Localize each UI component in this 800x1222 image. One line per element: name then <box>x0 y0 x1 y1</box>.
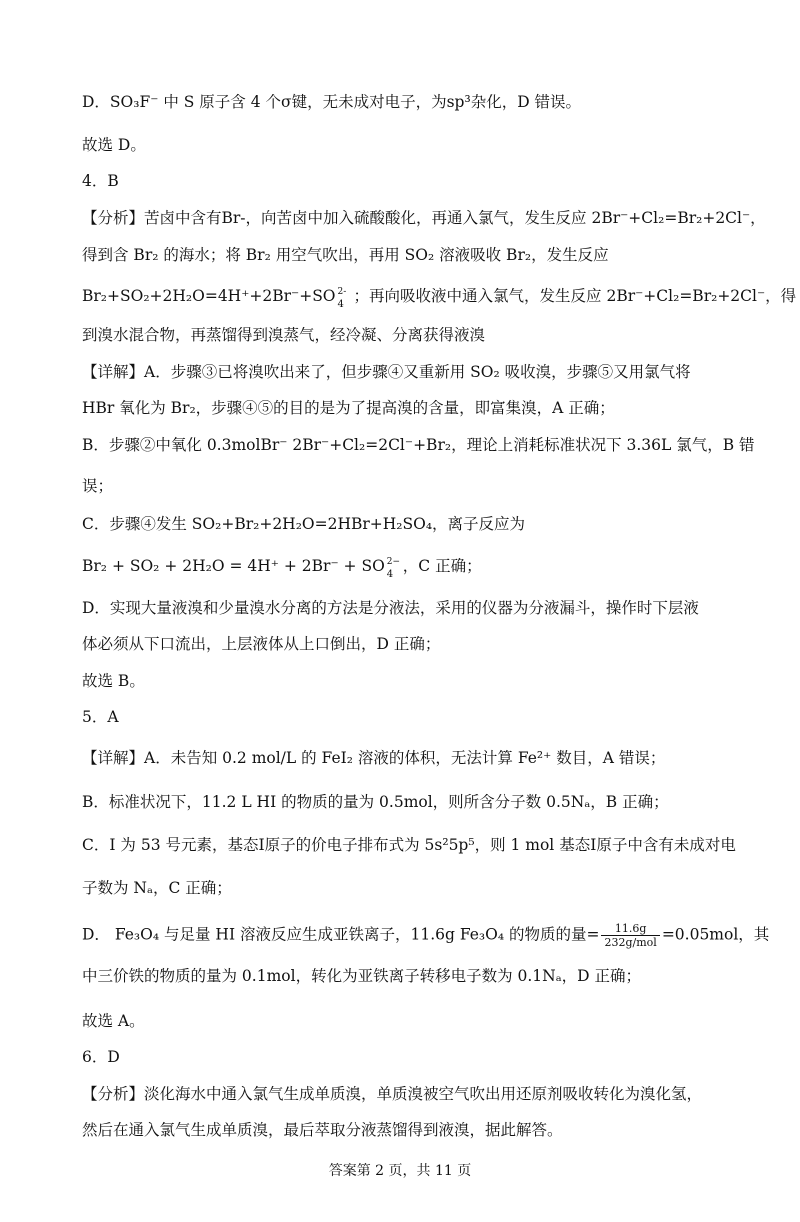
text-line: HBr 氧化为 Br₂，步骤④⑤的目的是为了提高溴的含量，即富集溴，A 正确； <box>82 399 615 417</box>
page-footer: 答案第 2 页，共 11 页 <box>328 1163 472 1179</box>
text-line: 故选 B。 <box>82 672 145 690</box>
question-number: 4．B <box>82 172 119 190</box>
text-line: B．标准状况下，11.2 L HI 的物质的量为 0.5mol，则所含分子数 0.5Nₐ，B 正确； <box>82 793 669 811</box>
text-line: 【分析】苦卤中含有Br-，向苦卤中加入硫酸酸化，再通入氯气，发生反应 2Br⁻+Cl₂=Br₂+2Cl⁻， <box>82 209 766 227</box>
text-line: B．步骤②中氧化 0.3molBr⁻ 2Br⁻+Cl₂=2Cl⁻+Br₂，理论上消耗标准状况下 3.36L 氯气，B 错 <box>82 436 755 454</box>
formula-line <box>82 922 770 949</box>
text-line: 【详解】A．未告知 0.2 mol/L 的 FeI₂ 溶液的体积，无法计算 Fe²⁺ 数目，A 错误； <box>82 749 666 767</box>
text-line: 得到含 Br₂ 的海水；将 Br₂ 用空气吹出，再用 SO₂ 溶液吸收 Br₂，发生反应 <box>82 246 609 264</box>
text-line: C．I 为 53 号元素，基态I原子的价电子排布式为 5s²5p⁵，则 1 mol 基态I原子中含有未成对电 <box>82 836 736 854</box>
equation-line <box>82 286 797 310</box>
equation-line <box>82 556 740 580</box>
question-number: 5．A <box>82 708 119 726</box>
text-line: 到溴水混合物，再蒸馏得到溴蒸气，经冷凝、分离获得液溴 <box>82 326 486 344</box>
text-line: 中三价铁的物质的量为 0.1mol，转化为亚铁离子转移电子数为 0.1Nₐ，D 正确； <box>82 967 642 985</box>
text-line: 子数为 Nₐ，C 正确； <box>82 879 232 897</box>
equation-part: Br₂+SO₂+2H₂O=4H⁺+2Br⁻+SO <box>82 287 336 305</box>
text-line: D．实现大量液溴和少量溴水分离的方法是分液法，采用的仪器为分液漏斗，操作时下层液 <box>82 599 699 617</box>
ion-charge: 2- 4 <box>337 287 347 310</box>
formula-part: D． Fe₃O₄ 与足量 HI 溶液反应生成亚铁离子，11.6g Fe₃O₄ 的物质的量= <box>82 925 600 944</box>
text-line: 【详解】A．步骤③已将溴吹出来了，但步骤④又重新用 SO₂ 吸收溴，步骤⑤又用氯气将 <box>82 363 691 381</box>
text-line: 误； <box>82 477 114 495</box>
question-number: 6．D <box>82 1048 120 1066</box>
text-line: D．SO₃F⁻ 中 S 原子含 4 个σ键，无未成对电子，为sp³杂化，D 错误。 <box>82 93 582 111</box>
text-line: C．步骤④发生 SO₂+Br₂+2H₂O=2HBr+H₂SO₄，离子反应为 <box>82 515 526 533</box>
text-line: 【分析】淡化海水中通入氯气生成单质溴，单质溴被空气吹出用还原剂吸收转化为溴化氢， <box>82 1085 703 1103</box>
equation-tail: ；再向吸收液中通入氯气，发生反应 2Br⁻+Cl₂=Br₂+2Cl⁻，得 <box>353 287 797 305</box>
text-line: 故选 D。 <box>82 136 146 154</box>
equation-tail: ，C 正确； <box>402 557 482 575</box>
formula-tail: =0.05mol，其 <box>661 925 770 944</box>
fraction: $\frac{11.6g}{\text{232g/mol}}$ <box>601 922 659 949</box>
equation-part: Br₂ + SO₂ + 2H₂O = 4H⁺ + 2Br⁻ + SO <box>82 557 385 575</box>
text-line: 体必须从下口流出，上层液体从上口倒出，D 正确； <box>82 635 441 653</box>
text-line: 故选 A。 <box>82 1012 145 1030</box>
ion-charge: 2− 4 <box>386 557 401 580</box>
text-line: 然后在通入氯气生成单质溴，最后萃取分液蒸馏得到液溴，据此解答。 <box>82 1121 563 1139</box>
